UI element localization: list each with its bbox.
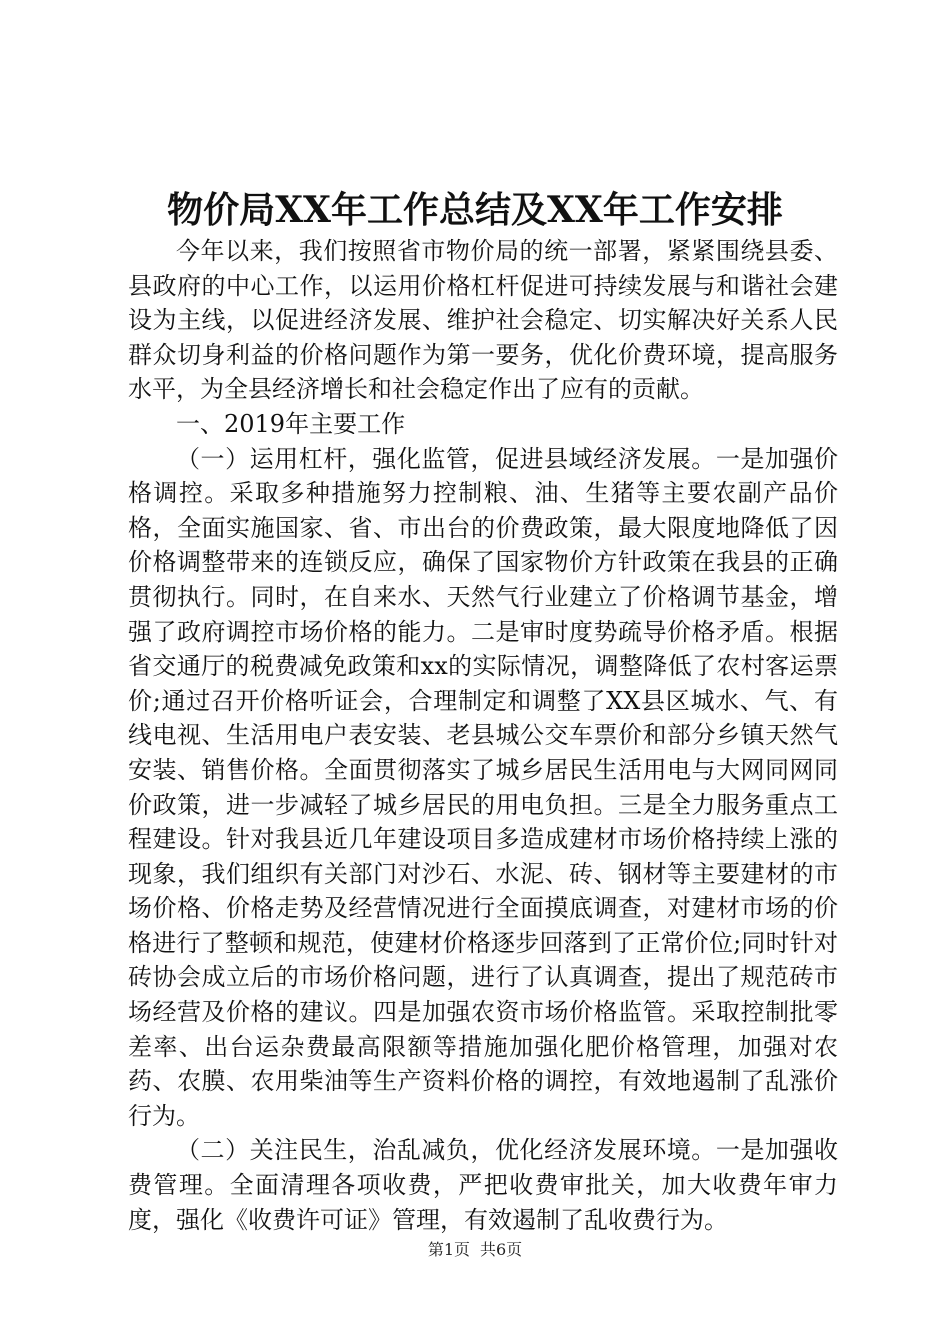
page-total: 共6页 — [480, 1240, 523, 1259]
section-one-paragraph: （一）运用杠杆，强化监管，促进县域经济发展。一是加强价格调控。采取多种措施努力控制粮、油、生猪等主要农副产品价格，全面实施国家、省、市出台的价费政策，最大限度地降低了因价格调整带来的连锁反应，确保了国家物价方针政策在我县的正确贯彻执行。同时，在自来水、天然气行业建立了价格调节基金，增强了政府调控市场价格的能力。二是审时度势疏导价格矛盾。根据省交通厅的税费减免政策和xx的实际情况，调整降低了农村客运票价;通过召开价格听证会，合理制定和调整了XX县区城水、气、有线电视、生活用电户表安装、老县城公交车票价和部分乡镇天然气安装、销售价格。全面贯彻落实了城乡居民生活用电与大网同网同价政策，进一步减轻了城乡居民的用电负担。三是全力服务重点工程建设。针对我县近几年建设项目多造成建材市场价格持续上涨的现象，我们组织有关部门对沙石、水泥、砖、钢材等主要建材的市场价格、价格走势及经营情况进行全面摸底调查，对建材市场的价格进行了整顿和规范，使建材价格逐步回落到了正常价位;同时针对砖协会成立后的市场价格问题，进行了认真调查，提出了规范砖市场经营及价格的建议。四是加强农资市场价格监管。采取控制批零差率、出台运杂费最高限额等措施加强化肥价格管理，加强对农药、农膜、农用柴油等生产资料价格的调控，有效地遏制了乱涨价行为。 — [128, 444, 838, 1130]
intro-paragraph: 今年以来，我们按照省市物价局的统一部署，紧紧围绕县委、县政府的中心工作，以运用价格杠杆促进可持续发展与和谐社会建设为主线，以促进经济发展、维护社会稳定、切实解决好关系人民群众切身利益的价格问题作为第一要务，优化价费环境，提高服务水平，为全县经济增长和社会稳定作出了应有的贡献。 — [128, 237, 838, 404]
section-heading: 一、2019年主要工作 — [176, 409, 406, 438]
page-footer — [0, 1238, 950, 1262]
section-two-paragraph: （二）关注民生，治乱减负，优化经济发展环境。一是加强收费管理。全面清理各项收费，严把收费审批关，加大收费年审力度，强化《收费许可证》管理，有效遏制了乱收费行为。 — [128, 1136, 838, 1234]
page-number: 第1页 — [427, 1240, 470, 1259]
page-title: 物价局XX年工作总结及XX年工作安排 — [167, 189, 783, 231]
document-body — [128, 234, 838, 1237]
